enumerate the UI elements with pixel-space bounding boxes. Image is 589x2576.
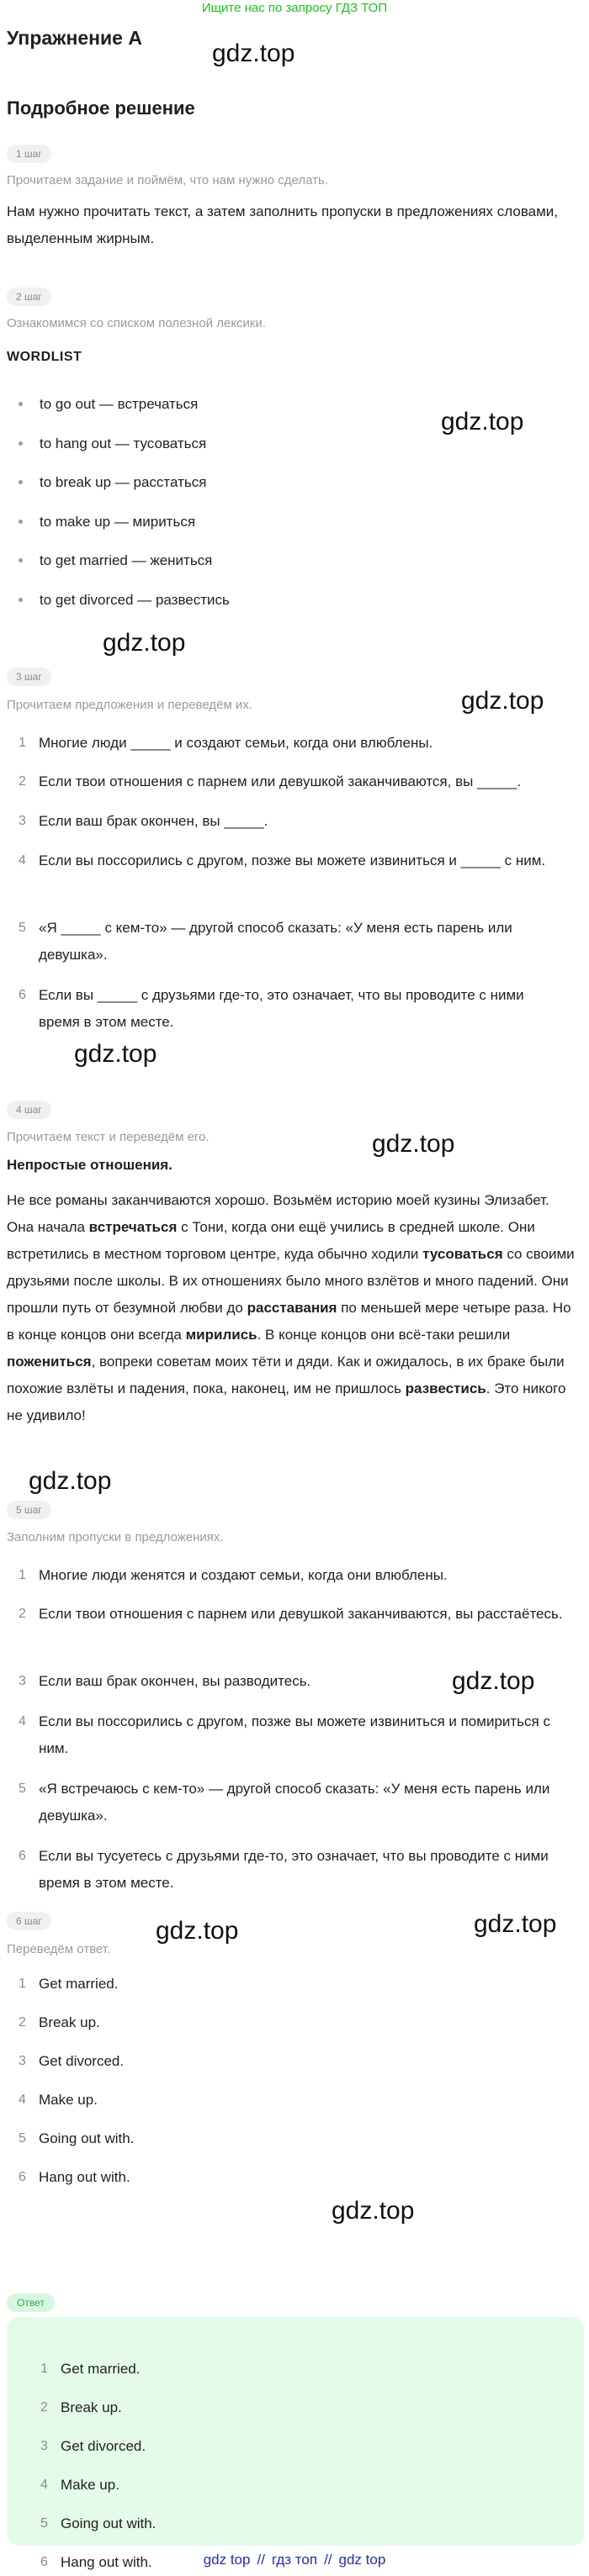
step-badge: 3 шаг [7, 668, 51, 686]
watermark: gdz.top [332, 2197, 415, 2225]
solution-heading: Подробное решение [7, 98, 195, 119]
footer-link[interactable]: гдз топ [271, 2552, 318, 2568]
list-item: to break up — расстаться [19, 472, 206, 493]
list-item: 4 Если вы поссорились с другом, позже вы можете извиниться и _____ с ним. [19, 853, 546, 868]
step-badge: 1 шаг [7, 145, 51, 163]
answer-item: 2 Break up. [40, 2399, 122, 2415]
list-item: 5 «Я встречаюсь с кем-то» — другой способ сказать: «У меня есть парень или девушка». [19, 1781, 550, 1824]
top-banner[interactable]: Ищите нас по запросу ГДЗ ТОП [201, 1, 388, 15]
watermark: gdz.top [474, 1910, 557, 1938]
list-item: 1 Get married. [19, 1976, 119, 1992]
answer-badge: Ответ [7, 2294, 55, 2312]
exercise-title: Упражнение A [7, 27, 142, 49]
answer-item: 4 Make up. [40, 2477, 119, 2493]
answer-item: 5 Going out with. [40, 2515, 157, 2531]
list-item: 6 Hang out with. [19, 2169, 130, 2185]
step-hint: Заполним пропуски в предложениях. [7, 1530, 224, 1544]
answer-item: 1 Get married. [40, 2361, 141, 2377]
footer-separator: // [257, 2552, 265, 2568]
list-item: 6 Если вы тусуетесь с друзьями где-то, это означает, что вы проводите с ними время в этом месте. [19, 1848, 549, 1891]
list-item: to make up — мириться [19, 512, 195, 532]
list-item: 1 Многие люди _____ и создают семьи, когда они влюблены. [19, 735, 433, 751]
step-text: Нам нужно прочитать текст, а затем заполнить пропуски в предложениях словами, выделенным жирным. [7, 203, 559, 246]
list-item: 3 Если ваш брак окончен, вы _____. [19, 813, 268, 829]
watermark: gdz.top [461, 687, 544, 715]
watermark: gdz.top [452, 1667, 535, 1695]
watermark: gdz.top [212, 40, 295, 67]
list-item: 2 Если твои отношения с парнем или девушкой заканчиваются, вы расстаётесь. [19, 1606, 563, 1622]
watermark: gdz.top [156, 1917, 239, 1945]
footer-separator: // [324, 2552, 332, 2568]
step-hint: Переведём ответ. [7, 1942, 111, 1956]
list-item: to go out — встречаться [19, 394, 198, 414]
list-item: 6 Если вы _____ с друзьями где-то, это означает, что вы проводите с ними время в этом месте. [19, 987, 524, 1030]
watermark: gdz.top [74, 1040, 157, 1068]
list-item: 4 Если вы поссорились с другом, позже вы можете извиниться и помириться с ним. [19, 1713, 550, 1756]
step-hint: Ознакомимся со списком полезной лексики. [7, 316, 267, 330]
list-item: 5 Going out with. [19, 2130, 135, 2146]
answer-item: 3 Get divorced. [40, 2438, 146, 2454]
step-hint: Прочитаем текст и переведём его. [7, 1130, 210, 1144]
watermark: gdz.top [441, 408, 524, 435]
step-badge: 4 шаг [7, 1101, 51, 1119]
footer-link[interactable]: gdz top [338, 2552, 386, 2568]
footer-links [0, 2549, 589, 2572]
step-hint: Прочитаем задание и поймём, что нам нужно сделать. [7, 173, 329, 187]
list-item: to get divorced — развестись [19, 590, 230, 610]
list-item: 3 Если ваш брак окончен, вы разводитесь. [19, 1673, 311, 1689]
step-badge: 5 шаг [7, 1501, 51, 1519]
step-badge: 6 шаг [7, 1912, 51, 1930]
wordlist-title: WORDLIST [7, 350, 82, 364]
list-item: to get married — жениться [19, 551, 212, 571]
story-text: Не все романы заканчиваются хорошо. Возьмём историю моей кузины Элизабет. Она начала встречаться с Тони, когда они ещё учились в средней школе. Они встретились в местном торговом центре, куда обычно ходили тусоваться со своими друзьями после школы. В их отношениях было много взлётов и много падений. Они прошли путь от безумной любви до расставания по меньшей мере четыре раза. Но в конце концов они всегда мирились. В конце концов они всё-таки решили пожениться, вопреки советам моих тёти и дяди. Как и ожидалось, в их браке были похожие взлёты и падения, пока, наконец, им не пришлось развестись. Это никого не удивило! [7, 1192, 575, 1423]
watermark: gdz.top [29, 1467, 112, 1495]
footer-link[interactable]: gdz top [203, 2552, 251, 2568]
list-item: 2 Break up. [19, 2014, 100, 2030]
list-item: 3 Get divorced. [19, 2053, 125, 2069]
story-title: Непростые отношения. [7, 1157, 172, 1173]
list-item: 1 Многие люди женятся и создают семьи, когда они влюблены. [19, 1567, 448, 1583]
watermark: gdz.top [372, 1130, 455, 1158]
answer-item: 6 Hang out with. [40, 2554, 152, 2570]
list-item: 5 «Я _____ с кем-то» — другой способ сказать: «У меня есть парень или девушка». [19, 920, 512, 963]
watermark: gdz.top [103, 629, 186, 657]
step-badge: 2 шаг [7, 288, 51, 306]
step-hint: Прочитаем предложения и переведём их. [7, 698, 252, 712]
list-item: 2 Если твои отношения с парнем или девушкой заканчиваются, вы _____. [19, 773, 522, 789]
list-item: to hang out — тусоваться [19, 434, 206, 454]
list-item: 4 Make up. [19, 2092, 98, 2108]
